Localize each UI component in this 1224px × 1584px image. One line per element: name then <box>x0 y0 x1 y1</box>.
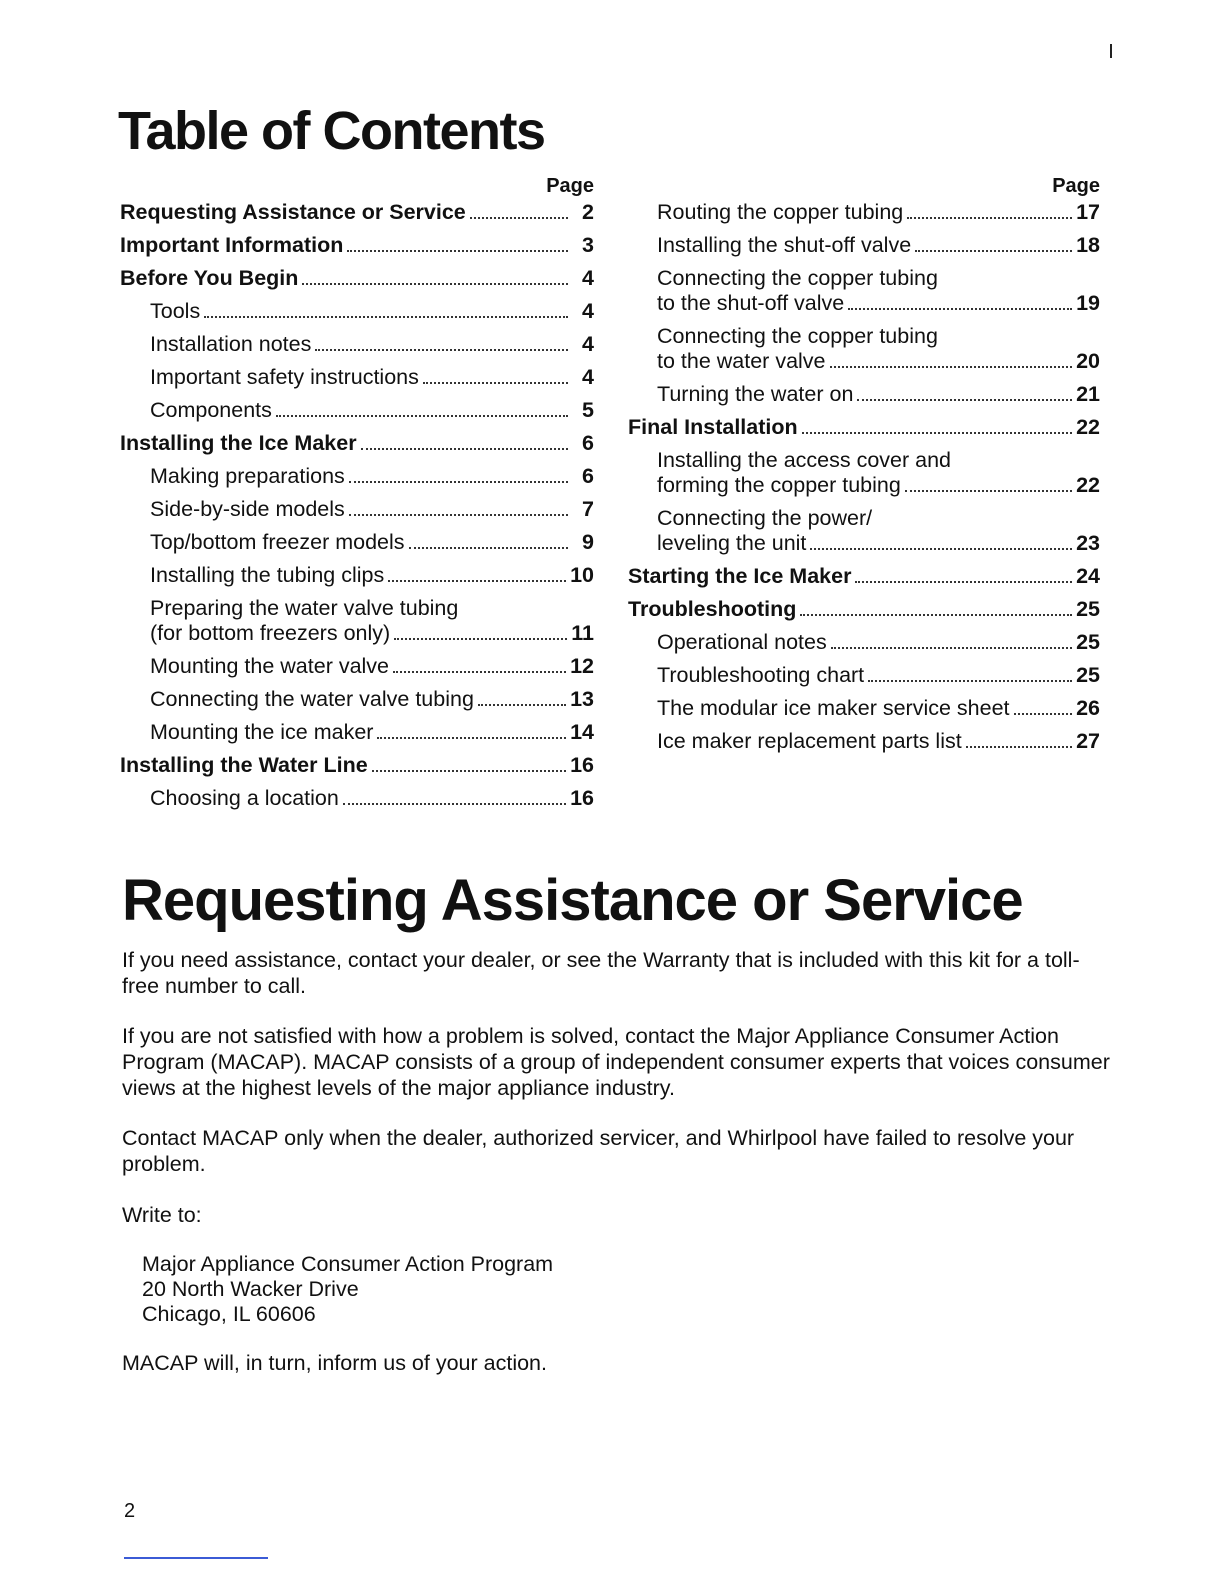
toc-entry-label: Requesting Assistance or Service <box>120 200 466 224</box>
toc-entry <box>120 332 594 357</box>
dot-leader <box>423 382 568 384</box>
toc-entry <box>120 365 594 390</box>
dot-leader <box>868 680 1072 682</box>
toc-entry <box>120 786 594 811</box>
address-block <box>142 1252 553 1327</box>
toc-entry <box>120 687 594 712</box>
toc-entry <box>120 431 594 456</box>
toc-entry <box>628 266 1100 316</box>
toc-entry-label: Troubleshooting <box>628 597 797 621</box>
toc-entry-label: Top/bottom freezer models <box>150 530 405 554</box>
toc-entry-page: 6 <box>582 464 594 488</box>
toc-entry-label: Before You Begin <box>120 266 299 290</box>
toc-entry-page: 4 <box>582 332 594 356</box>
toc-entry <box>628 696 1100 721</box>
toc-entry-label: Components <box>150 398 272 422</box>
toc-entry-page: 23 <box>1076 531 1100 555</box>
toc-entry-page: 4 <box>582 365 594 389</box>
dot-leader <box>915 250 1072 252</box>
dot-leader <box>848 308 1072 310</box>
address-line: 20 North Wacker Drive <box>142 1277 359 1301</box>
toc-entry-label: Operational notes <box>657 630 827 654</box>
toc-entry <box>628 506 1100 556</box>
dot-leader <box>204 316 568 318</box>
toc-entry-label: Important safety instructions <box>150 365 419 389</box>
toc-entry-label: Important Information <box>120 233 344 257</box>
dot-leader <box>315 349 568 351</box>
toc-entry <box>628 663 1100 688</box>
toc-entry-label: Ice maker replacement parts list <box>657 729 962 753</box>
toc-entry-label-continued: to the shut-off valve <box>657 291 845 315</box>
toc-entry-label: Installing the tubing clips <box>150 563 385 587</box>
toc-entry-page: 7 <box>582 497 594 521</box>
dot-leader <box>478 704 566 706</box>
toc-entry <box>628 324 1100 374</box>
toc-entry-page: 3 <box>582 233 594 257</box>
dot-leader <box>393 671 566 673</box>
toc-entry-label-continued: to the water valve <box>657 349 826 373</box>
toc-entry-page: 21 <box>1076 382 1100 406</box>
dot-leader <box>830 366 1073 368</box>
dot-leader <box>905 490 1072 492</box>
dot-leader <box>855 581 1072 583</box>
toc-entry <box>628 597 1100 622</box>
toc-entry <box>628 415 1100 440</box>
toc-entry-page: 4 <box>582 299 594 323</box>
toc-entry-page: 20 <box>1076 349 1100 373</box>
toc-entry-label: Connecting the copper tubing <box>657 324 938 348</box>
toc-entry <box>628 233 1100 258</box>
toc-entry <box>120 299 594 324</box>
toc-entry <box>120 200 594 225</box>
toc-entry-page: 25 <box>1076 597 1100 621</box>
paragraph-write-to: Write to: <box>122 1203 202 1227</box>
toc-entry-label: Mounting the ice maker <box>150 720 374 744</box>
toc-entry-label: Installing the shut-off valve <box>657 233 912 257</box>
toc-entry-page: 26 <box>1076 696 1100 720</box>
toc-entry-page: 6 <box>582 431 594 455</box>
toc-entry <box>628 564 1100 589</box>
toc-left-column <box>120 172 594 819</box>
dot-leader <box>347 250 568 252</box>
toc-entry <box>628 448 1100 498</box>
toc-entry <box>120 596 594 646</box>
toc-entry-page: 22 <box>1076 473 1100 497</box>
toc-entry <box>120 266 594 291</box>
dot-leader <box>276 415 568 417</box>
section-title: Requesting Assistance or Service <box>122 868 1023 933</box>
toc-entry-label: Turning the water on <box>657 382 854 406</box>
toc-entry-page: 25 <box>1076 663 1100 687</box>
dot-leader <box>361 448 568 450</box>
toc-entry <box>120 654 594 679</box>
toc-entry <box>628 382 1100 407</box>
toc-entry-label: Choosing a location <box>150 786 339 810</box>
toc-entry-label: Troubleshooting chart <box>657 663 865 687</box>
dot-leader <box>907 217 1072 219</box>
dot-leader <box>810 548 1072 550</box>
toc-entry-label: Making preparations <box>150 464 345 488</box>
toc-entry-page: 27 <box>1076 729 1100 753</box>
address-line: Major Appliance Consumer Action Program <box>142 1252 554 1276</box>
toc-entry <box>120 720 594 745</box>
dot-leader <box>831 647 1072 649</box>
toc-entry-label: Installing the access cover and <box>657 448 951 472</box>
toc-entry <box>120 530 594 555</box>
toc-entry-label: Routing the copper tubing <box>657 200 904 224</box>
paragraph-contact: Contact MACAP only when the dealer, authorized servicer, and Whirlpool have failed to resolve your problem. <box>122 1126 1075 1176</box>
toc-entry <box>120 563 594 588</box>
toc-entry-page: 10 <box>570 563 594 587</box>
toc-entry-label: Side-by-side models <box>150 497 345 521</box>
toc-entry-label: Tools <box>150 299 201 323</box>
toc-entry-label: Installing the Ice Maker <box>120 431 357 455</box>
dot-leader <box>377 737 566 739</box>
toc-page-header-right: Page <box>1052 175 1100 197</box>
toc-entry-label: Connecting the power/ <box>657 506 873 530</box>
toc-entry-page: 24 <box>1076 564 1100 588</box>
toc-entry-page: 16 <box>570 786 594 810</box>
toc-entry-page: 9 <box>582 530 594 554</box>
page-number: 2 <box>124 1500 136 1522</box>
toc-entry-label-continued: (for bottom freezers only) <box>150 621 391 645</box>
toc-entry-page: 18 <box>1076 233 1100 257</box>
dot-leader <box>1014 713 1073 715</box>
paragraph-assistance: If you need assistance, contact your dealer, or see the Warranty that is included with this kit for a toll-free number to call. <box>122 948 1080 998</box>
toc-entry-label: The modular ice maker service sheet <box>657 696 1010 720</box>
dot-leader <box>372 770 566 772</box>
toc-entry-page: 13 <box>570 687 594 711</box>
toc-title: Table of Contents <box>118 101 545 161</box>
toc-entry-label: Connecting the water valve tubing <box>150 687 474 711</box>
corner-mark <box>1110 44 1112 58</box>
paragraph-macap: If you are not satisfied with how a problem is solved, contact the Major Appliance Consumer Action Program (MACAP). MACAP consists of a group of independent consumer experts that voices consumer views at the highest levels of the major appliance industry. <box>122 1024 1110 1100</box>
toc-entry-label: Installing the Water Line <box>120 753 368 777</box>
toc-entry <box>120 398 594 423</box>
dot-leader <box>857 399 1072 401</box>
toc-entry-page: 22 <box>1076 415 1100 439</box>
toc-entry-page: 2 <box>582 200 594 224</box>
toc-entry-label: Connecting the copper tubing <box>657 266 938 290</box>
dot-leader <box>409 547 568 549</box>
toc-entry-page: 11 <box>571 621 594 645</box>
toc-entry <box>120 497 594 522</box>
paragraph-closing: MACAP will, in turn, inform us of your action. <box>122 1351 547 1375</box>
toc-entry <box>120 753 594 778</box>
dot-leader <box>349 481 568 483</box>
toc-entry-label-continued: leveling the unit <box>657 531 807 555</box>
toc-entry-page: 16 <box>570 753 594 777</box>
toc-entry <box>628 729 1100 754</box>
toc-entry-label: Starting the Ice Maker <box>628 564 852 588</box>
dot-leader <box>394 638 567 640</box>
toc-entry-page: 19 <box>1076 291 1100 315</box>
toc-entry <box>628 630 1100 655</box>
dot-leader <box>802 432 1072 434</box>
dot-leader <box>302 283 568 285</box>
toc-entry-label: Installation notes <box>150 332 312 356</box>
dot-leader <box>966 746 1072 748</box>
toc-entry-page: 14 <box>570 720 594 744</box>
toc-entry-label: Final Installation <box>628 415 798 439</box>
toc-entry-label: Mounting the water valve <box>150 654 390 678</box>
toc-entry <box>120 233 594 258</box>
dot-leader <box>343 803 566 805</box>
toc-entry-page: 25 <box>1076 630 1100 654</box>
toc-page-header-left: Page <box>546 175 594 197</box>
toc-entry-page: 5 <box>582 398 594 422</box>
footer-rule <box>124 1557 268 1559</box>
dot-leader <box>470 217 568 219</box>
toc-entry-page: 4 <box>582 266 594 290</box>
toc-entry-label: Preparing the water valve tubing <box>150 596 459 620</box>
address-line: Chicago, IL 60606 <box>142 1302 316 1326</box>
dot-leader <box>388 580 566 582</box>
toc-entry-label-continued: forming the copper tubing <box>657 473 901 497</box>
dot-leader <box>800 614 1072 616</box>
toc-right-column <box>628 172 1100 762</box>
toc-entry-page: 12 <box>570 654 594 678</box>
toc-entry <box>628 200 1100 225</box>
toc-entry-page: 17 <box>1076 200 1100 224</box>
dot-leader <box>349 514 568 516</box>
toc-entry <box>120 464 594 489</box>
